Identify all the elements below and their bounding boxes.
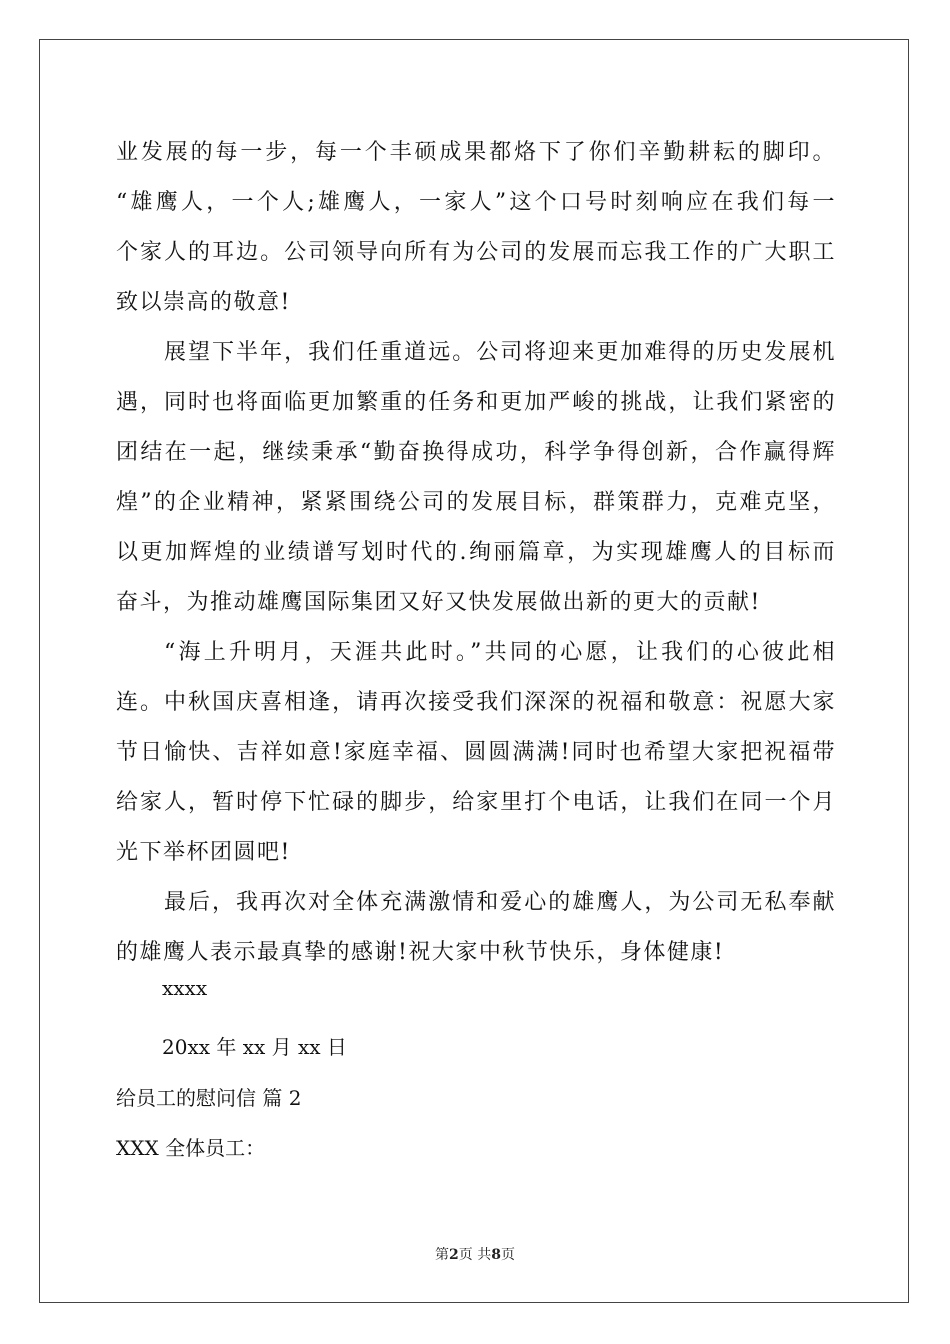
letter-date: 20xx 年 xx 月 xx 日 xyxy=(162,1035,347,1059)
footer-suffix: 页 xyxy=(500,1247,515,1263)
signature: xxxx xyxy=(162,976,208,1000)
footer-prefix: 第 xyxy=(435,1247,450,1263)
text-line: 给家人，暂时停下忙碌的脚步，给家里打个电话，让我们在同一个月 xyxy=(116,790,836,815)
current-page-number: 2 xyxy=(449,1247,459,1263)
paragraph-4 xyxy=(116,878,836,978)
text-line: 个家人的耳边。公司领导向所有为公司的发展而忘我工作的广大职工 xyxy=(116,240,836,265)
text-line: “雄鹰人，一个人;雄鹰人，一家人”这个口号时刻响应在我们每一 xyxy=(116,190,836,215)
text-line: 奋斗，为推动雄鹰国际集团又好又快发展做出新的更大的贡献! xyxy=(116,590,761,615)
salutation: XXX 全体员工： xyxy=(116,1136,266,1160)
text-line: 的雄鹰人表示最真挚的感谢!祝大家中秋节快乐，身体健康! xyxy=(116,940,725,965)
text-line: 团结在一起，继续秉承“勤奋换得成功，科学争得创新，合作赢得辉 xyxy=(116,440,836,465)
section-heading: 给员工的慰问信 篇 2 xyxy=(116,1086,302,1110)
text-line: 遇，同时也将面临更加繁重的任务和更加严峻的挑战，让我们紧密的 xyxy=(116,390,836,415)
text-line: “海上升明月，天涯共此时。”共同的心愿，让我们的心彼此相 xyxy=(164,640,836,665)
text-line: 展望下半年，我们任重道远。公司将迎来更加难得的历史发展机 xyxy=(164,340,836,365)
text-line: 节日愉快、吉祥如意!家庭幸福、圆圆满满!同时也希望大家把祝福带 xyxy=(116,740,836,765)
text-line: 最后，我再次对全体充满激情和爱心的雄鹰人，为公司无私奉献 xyxy=(164,890,836,915)
paragraph-2 xyxy=(116,328,836,628)
text-line: 以更加辉煌的业绩谱写划时代的.绚丽篇章，为实现雄鹰人的目标而 xyxy=(116,540,836,565)
text-line: 业发展的每一步，每一个丰硕成果都烙下了你们辛勤耕耘的脚印。 xyxy=(116,140,836,165)
total-page-count: 8 xyxy=(491,1247,501,1263)
letter-body xyxy=(116,128,836,978)
text-line: 煌”的企业精神，紧紧围绕公司的发展目标，群策群力，克难克坚， xyxy=(116,490,836,515)
paragraph-3 xyxy=(116,628,836,878)
page-footer xyxy=(0,1244,950,1264)
paragraph-1 xyxy=(116,128,836,328)
footer-mid: 页 共 xyxy=(458,1247,492,1263)
text-line: 光下举杯团圆吧! xyxy=(116,840,291,865)
text-line: 连。中秋国庆喜相逢，请再次接受我们深深的祝福和敬意：祝愿大家 xyxy=(116,690,836,715)
text-line: 致以崇高的敬意! xyxy=(116,290,291,315)
